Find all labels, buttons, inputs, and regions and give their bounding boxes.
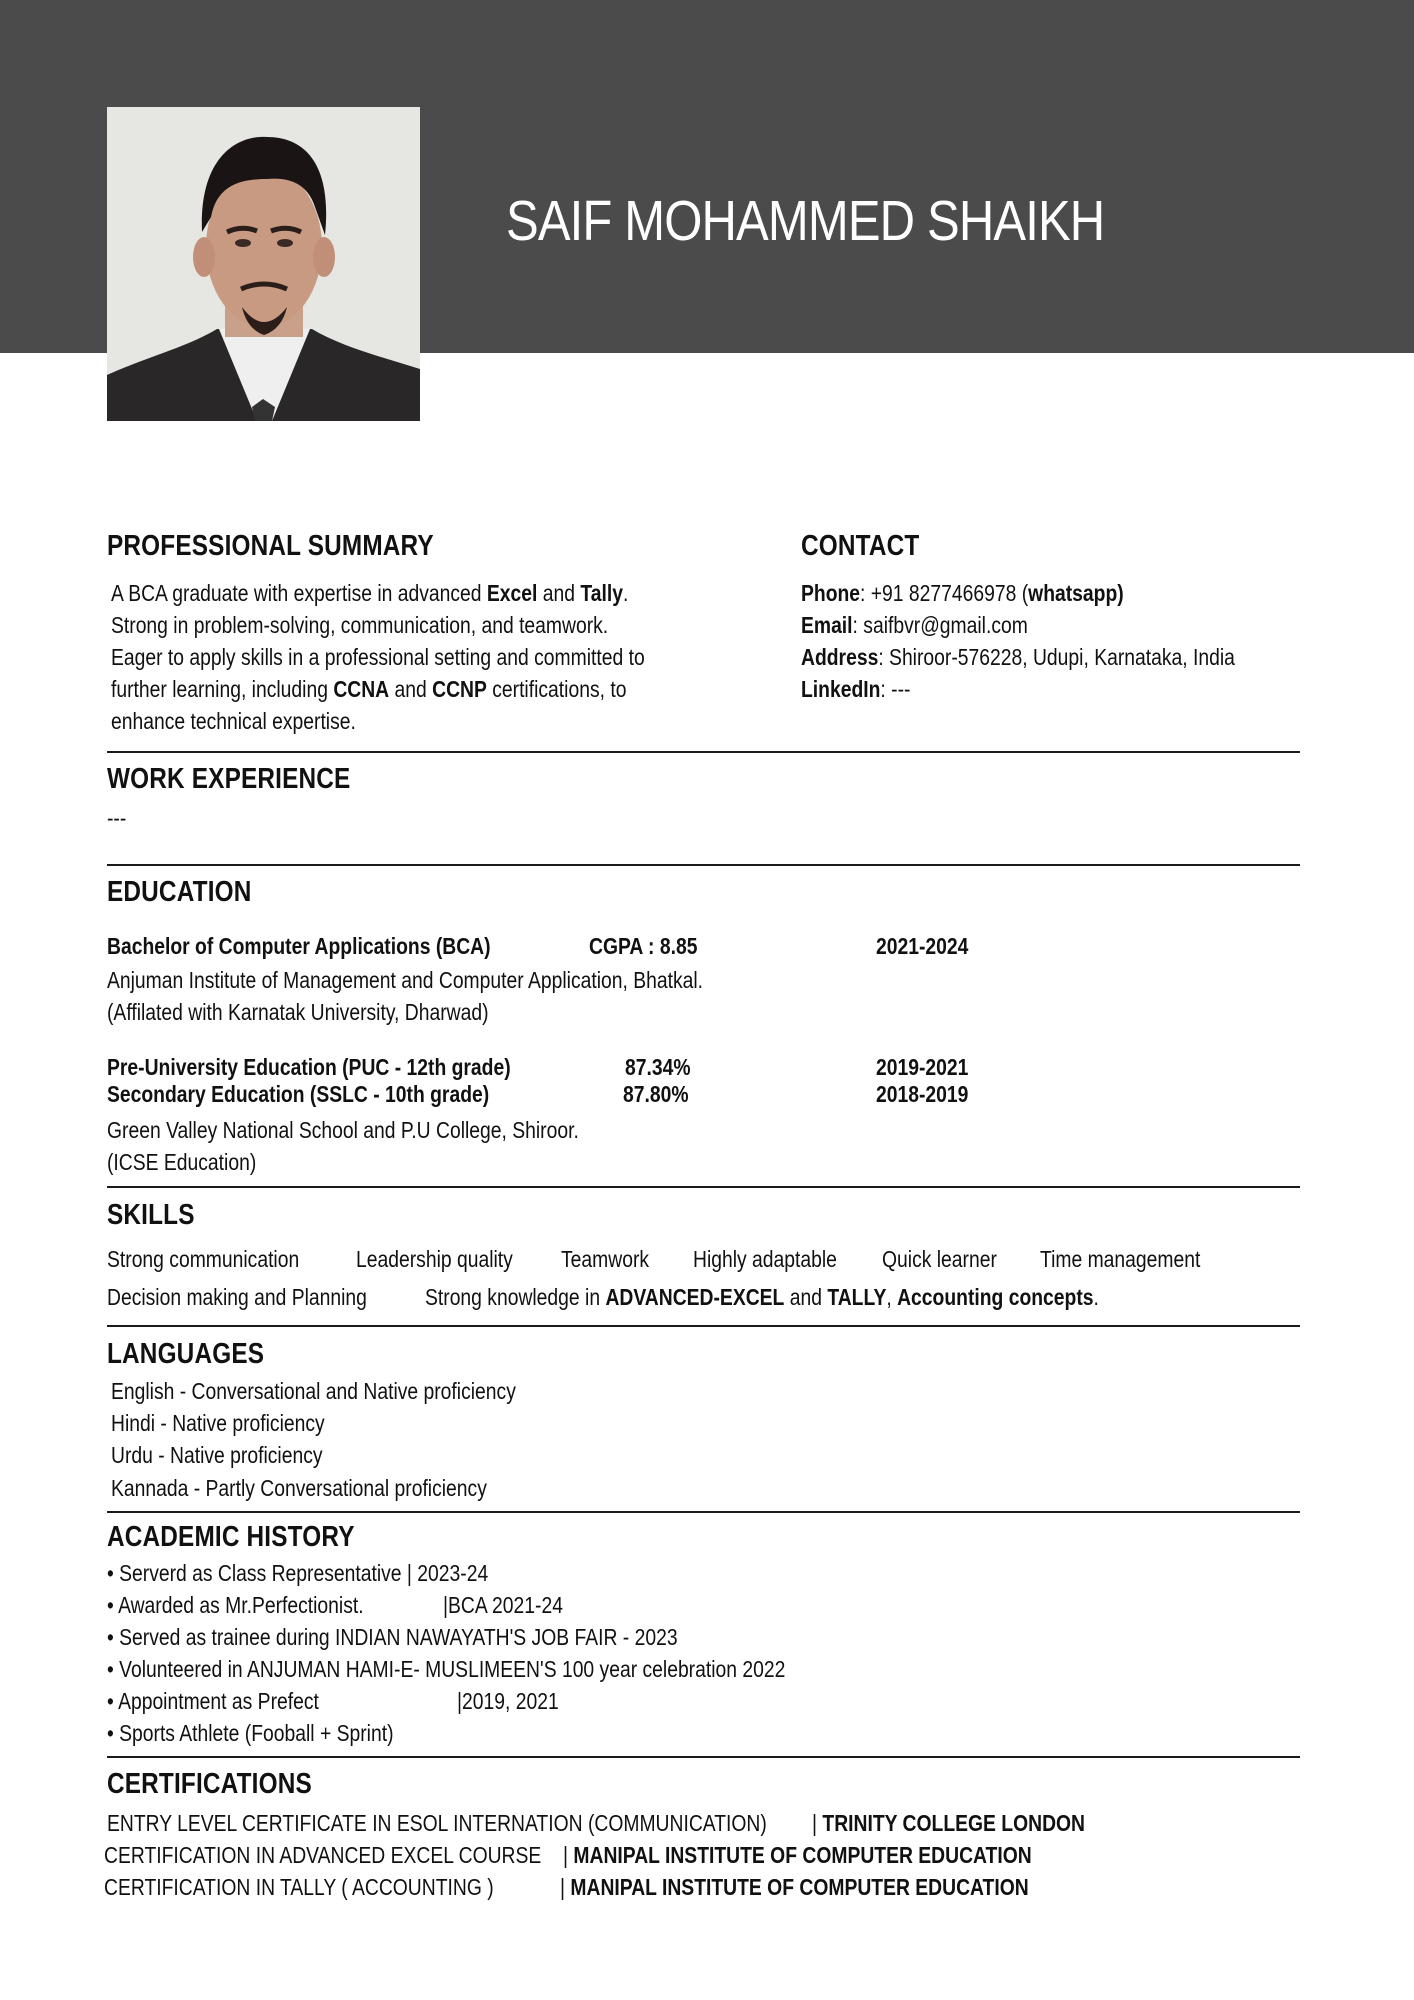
college-line-1: Anjuman Institute of Management and Computer Application, Bhatkal. <box>107 967 704 993</box>
education-heading: EDUCATION <box>107 876 252 908</box>
sslc-years: 2018-2019 <box>876 1081 969 1107</box>
skill-text: . <box>1093 1284 1099 1310</box>
academic-item: • Sports Athlete (Fooball + Sprint) <box>107 1720 394 1746</box>
contact-heading: CONTACT <box>801 530 920 562</box>
skill-item: Teamwork <box>561 1246 650 1272</box>
section-divider <box>107 1325 1300 1327</box>
skill-bold: ADVANCED-EXCEL <box>605 1284 785 1310</box>
summary-bold: CCNA <box>333 676 390 702</box>
academic-item-detail: |BCA 2021-24 <box>443 1592 563 1618</box>
contact-address <box>801 644 1235 671</box>
puc-years: 2019-2021 <box>876 1054 969 1080</box>
issuer-name: MANIPAL INSTITUTE OF COMPUTER EDUCATION <box>573 1842 1032 1868</box>
skill-text: , <box>886 1284 898 1310</box>
skill-item: Strong communication <box>107 1246 300 1272</box>
summary-text: further learning, including <box>111 676 334 702</box>
degree-years: 2021-2024 <box>876 933 969 959</box>
summary-line-3: Eager to apply skills in a professional setting and committed to <box>111 644 645 670</box>
certification-name: CERTIFICATION IN ADVANCED EXCEL COURSE <box>104 1842 542 1868</box>
college-line-2: (Affilated with Karnatak University, Dharwad) <box>107 999 489 1025</box>
address-label: Address <box>801 644 879 670</box>
skill-item: Quick learner <box>882 1246 997 1272</box>
email-label: Email <box>801 612 853 638</box>
section-divider <box>107 751 1300 753</box>
phone-note: whatsapp) <box>1028 580 1124 606</box>
academic-item: • Awarded as Mr.Perfectionist. <box>107 1592 364 1618</box>
section-divider <box>107 1756 1300 1758</box>
profile-photo-illustration <box>107 107 420 421</box>
language-item: Kannada - Partly Conversational proficiency <box>111 1475 487 1501</box>
sslc-score: 87.80% <box>623 1081 689 1107</box>
certification-name: CERTIFICATION IN TALLY ( ACCOUNTING ) <box>104 1874 494 1900</box>
language-item: Hindi - Native proficiency <box>111 1410 325 1436</box>
section-divider <box>107 864 1300 866</box>
profile-photo <box>107 107 420 421</box>
certifications-heading: CERTIFICATIONS <box>107 1768 312 1800</box>
candidate-name: SAIF MOHAMMED SHAIKH <box>506 189 1105 253</box>
email-value: : saifbvr@gmail.com <box>852 612 1028 638</box>
summary-bold: Excel <box>486 580 538 606</box>
language-item: English - Conversational and Native proficiency <box>111 1378 516 1404</box>
summary-line-5: enhance technical expertise. <box>111 708 356 734</box>
degree-name: Bachelor of Computer Applications (BCA) <box>107 933 491 959</box>
academic-item-detail: |2019, 2021 <box>457 1688 559 1714</box>
school-line-1: Green Valley National School and P.U College, Shiroor. <box>107 1117 579 1143</box>
skill-item: Time management <box>1040 1246 1201 1272</box>
skill-item: Highly adaptable <box>693 1246 837 1272</box>
issuer-name: MANIPAL INSTITUTE OF COMPUTER EDUCATION <box>570 1874 1029 1900</box>
summary-text: and <box>389 676 433 702</box>
work-value: --- <box>107 805 127 831</box>
language-item: Urdu - Native proficiency <box>111 1442 323 1468</box>
puc-score: 87.34% <box>625 1054 691 1080</box>
puc-name: Pre-University Education (PUC - 12th grade) <box>107 1054 511 1080</box>
summary-line-4 <box>111 676 626 703</box>
academic-heading: ACADEMIC HISTORY <box>107 1521 355 1553</box>
skills-heading: SKILLS <box>107 1199 195 1231</box>
linkedin-value: : --- <box>880 676 911 702</box>
contact-email <box>801 612 1028 639</box>
degree-score: CGPA : 8.85 <box>589 933 698 959</box>
academic-item: • Serverd as Class Representative | 2023-24 <box>107 1560 489 1586</box>
summary-line-1 <box>111 580 628 607</box>
summary-text: certifications, to <box>486 676 627 702</box>
contact-phone <box>801 580 1124 607</box>
section-divider <box>107 1511 1300 1513</box>
summary-heading: PROFESSIONAL SUMMARY <box>107 530 434 562</box>
skill-item: Decision making and Planning <box>107 1284 367 1310</box>
work-heading: WORK EXPERIENCE <box>107 763 351 795</box>
languages-heading: LANGUAGES <box>107 1338 265 1370</box>
skill-text: and <box>784 1284 828 1310</box>
section-divider <box>107 1186 1300 1188</box>
summary-text: A BCA graduate with expertise in advanced <box>111 580 487 606</box>
certification-issuer: | MANIPAL INSTITUTE OF COMPUTER EDUCATION <box>563 1842 1032 1868</box>
address-value: : Shiroor-576228, Udupi, Karnataka, India <box>878 644 1235 670</box>
academic-item: • Served as trainee during INDIAN NAWAYATH'S JOB FAIR - 2023 <box>107 1624 678 1650</box>
skill-item: Leadership quality <box>356 1246 513 1272</box>
skill-knowledge <box>425 1284 1099 1311</box>
academic-item: • Appointment as Prefect <box>107 1688 319 1714</box>
summary-bold: CCNP <box>432 676 487 702</box>
certification-issuer: | TRINITY COLLEGE LONDON <box>812 1810 1086 1836</box>
academic-item: • Volunteered in ANJUMAN HAMI-E- MUSLIMEEN'S 100 year celebration 2022 <box>107 1656 786 1682</box>
contact-linkedin <box>801 676 910 703</box>
sslc-name: Secondary Education (SSLC - 10th grade) <box>107 1081 490 1107</box>
summary-text: . <box>622 580 629 606</box>
linkedin-label: LinkedIn <box>801 676 881 702</box>
summary-line-2: Strong in problem-solving, communication, and teamwork. <box>111 612 609 638</box>
phone-value: : +91 8277466978 ( <box>860 580 1029 606</box>
certification-name: ENTRY LEVEL CERTIFICATE IN ESOL INTERNATION (COMMUNICATION) <box>107 1810 767 1836</box>
certification-issuer: | MANIPAL INSTITUTE OF COMPUTER EDUCATION <box>560 1874 1029 1900</box>
school-line-2: (ICSE Education) <box>107 1149 257 1175</box>
phone-label: Phone <box>801 580 861 606</box>
issuer-name: TRINITY COLLEGE LONDON <box>822 1810 1086 1836</box>
skill-text: Strong knowledge in <box>425 1284 606 1310</box>
summary-text: and <box>537 580 581 606</box>
skill-bold: Accounting concepts <box>897 1284 1094 1310</box>
skill-bold: TALLY <box>827 1284 887 1310</box>
summary-bold: Tally <box>580 580 623 606</box>
